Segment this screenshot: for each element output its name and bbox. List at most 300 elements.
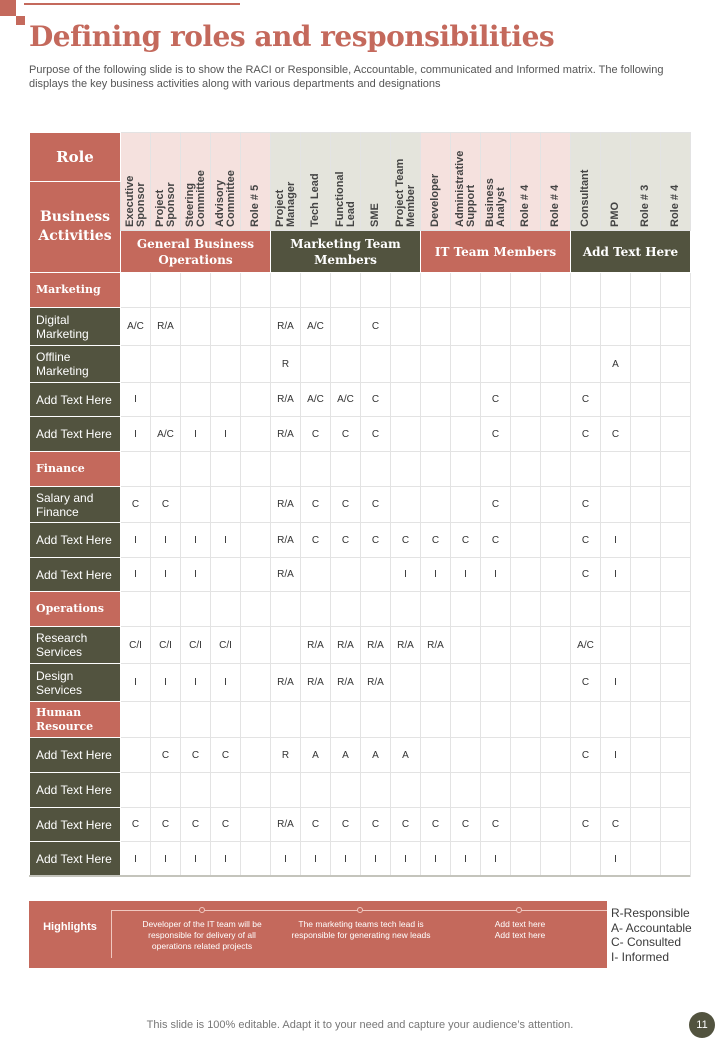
raci-cell xyxy=(241,808,271,842)
raci-cell: C xyxy=(571,664,601,702)
raci-cell xyxy=(511,383,541,417)
raci-cell xyxy=(151,702,181,738)
raci-cell: A/C xyxy=(331,383,361,417)
raci-cell: A/C xyxy=(121,308,151,346)
page-number: 11 xyxy=(689,1012,715,1038)
raci-cell xyxy=(451,308,481,346)
activity-row xyxy=(30,808,691,842)
raci-cell xyxy=(511,308,541,346)
role-column-header xyxy=(481,133,511,231)
raci-cell: R/A xyxy=(361,664,391,702)
raci-cell xyxy=(241,383,271,417)
raci-cell: C xyxy=(151,487,181,523)
raci-cell xyxy=(181,383,211,417)
raci-cell: I xyxy=(121,417,151,452)
raci-cell xyxy=(181,702,211,738)
activity-row xyxy=(30,558,691,592)
role-name: Consultant xyxy=(579,169,591,227)
raci-cell xyxy=(241,738,271,773)
raci-cell xyxy=(211,558,241,592)
raci-cell xyxy=(541,664,571,702)
raci-cell xyxy=(541,308,571,346)
raci-cell: I xyxy=(151,523,181,558)
raci-cell xyxy=(421,592,451,627)
raci-cell xyxy=(361,346,391,383)
raci-cell xyxy=(571,592,601,627)
raci-cell: A/C xyxy=(151,417,181,452)
department-group-header: IT Team Members xyxy=(421,231,571,273)
raci-cell: I xyxy=(181,842,211,877)
role-column-header xyxy=(331,133,361,231)
raci-cell: I xyxy=(151,842,181,877)
raci-cell xyxy=(661,383,691,417)
raci-cell xyxy=(211,273,241,308)
raci-cell xyxy=(361,452,391,487)
raci-cell xyxy=(631,346,661,383)
raci-cell xyxy=(511,487,541,523)
raci-cell xyxy=(541,738,571,773)
raci-cell: A/C xyxy=(301,308,331,346)
raci-cell: C xyxy=(481,523,511,558)
raci-cell: I xyxy=(331,842,361,877)
raci-cell xyxy=(121,592,151,627)
raci-cell xyxy=(301,592,331,627)
raci-cell xyxy=(571,702,601,738)
section-row xyxy=(30,702,691,738)
raci-cell: R/A xyxy=(301,627,331,664)
raci-cell xyxy=(181,308,211,346)
raci-cell xyxy=(421,308,451,346)
raci-cell xyxy=(301,702,331,738)
raci-cell: R/A xyxy=(271,308,301,346)
raci-cell: C xyxy=(601,417,631,452)
activity-label: Design Services xyxy=(30,664,121,702)
raci-cell: C/I xyxy=(121,627,151,664)
raci-cell xyxy=(541,702,571,738)
raci-cell: I xyxy=(301,842,331,877)
raci-cell xyxy=(211,308,241,346)
raci-cell xyxy=(421,487,451,523)
raci-cell xyxy=(301,452,331,487)
role-header-label: Role xyxy=(30,133,121,182)
role-column-header xyxy=(151,133,181,231)
raci-cell xyxy=(121,773,151,808)
raci-cell: I xyxy=(601,558,631,592)
raci-cell xyxy=(571,346,601,383)
raci-cell xyxy=(121,273,151,308)
raci-cell xyxy=(361,773,391,808)
role-header-row xyxy=(30,133,691,182)
raci-cell xyxy=(541,523,571,558)
section-label: Marketing xyxy=(30,273,121,308)
raci-cell: C xyxy=(391,523,421,558)
raci-cell xyxy=(181,487,211,523)
group-header-row xyxy=(30,231,691,273)
raci-cell xyxy=(271,452,301,487)
raci-cell: I xyxy=(181,417,211,452)
raci-cell: C xyxy=(121,808,151,842)
raci-cell: C xyxy=(451,523,481,558)
raci-cell xyxy=(631,383,661,417)
raci-cell xyxy=(151,452,181,487)
activity-label: Offline Marketing xyxy=(30,346,121,383)
raci-cell xyxy=(271,702,301,738)
raci-cell xyxy=(451,383,481,417)
raci-cell: C xyxy=(331,808,361,842)
raci-cell xyxy=(661,487,691,523)
raci-cell: C xyxy=(481,487,511,523)
raci-cell xyxy=(631,738,661,773)
raci-cell xyxy=(571,842,601,877)
activity-label: Add Text Here xyxy=(30,417,121,452)
raci-cell xyxy=(511,558,541,592)
section-row xyxy=(30,592,691,627)
raci-cell xyxy=(661,738,691,773)
raci-cell: R/A xyxy=(361,627,391,664)
raci-cell: R/A xyxy=(271,417,301,452)
raci-cell xyxy=(631,487,661,523)
raci-cell xyxy=(481,273,511,308)
raci-cell xyxy=(631,308,661,346)
raci-cell: R/A xyxy=(271,558,301,592)
raci-cell: C xyxy=(571,487,601,523)
raci-cell xyxy=(511,452,541,487)
raci-cell xyxy=(541,452,571,487)
raci-cell: C xyxy=(301,808,331,842)
legend-item: R-Responsible xyxy=(611,906,690,920)
raci-cell xyxy=(421,452,451,487)
raci-cell: I xyxy=(181,558,211,592)
raci-cell xyxy=(181,592,211,627)
activity-row xyxy=(30,308,691,346)
raci-cell xyxy=(241,627,271,664)
raci-cell: I xyxy=(151,664,181,702)
raci-cell: A xyxy=(361,738,391,773)
raci-cell: I xyxy=(481,558,511,592)
footer-note: This slide is 100% editable. Adapt it to your need and capture your audience’s attention. xyxy=(146,1019,574,1031)
activity-label: Add Text Here xyxy=(30,808,121,842)
raci-cell xyxy=(451,346,481,383)
raci-cell xyxy=(391,664,421,702)
raci-cell: A xyxy=(301,738,331,773)
raci-cell: C xyxy=(571,558,601,592)
raci-cell: C xyxy=(361,523,391,558)
raci-cell xyxy=(601,452,631,487)
role-column-header xyxy=(541,133,571,231)
corner-square-large xyxy=(0,0,16,16)
raci-cell: R/A xyxy=(391,627,421,664)
raci-cell: R/A xyxy=(151,308,181,346)
raci-cell: I xyxy=(181,664,211,702)
raci-cell xyxy=(301,273,331,308)
raci-cell xyxy=(511,592,541,627)
raci-cell xyxy=(511,417,541,452)
raci-cell xyxy=(511,808,541,842)
activity-row xyxy=(30,664,691,702)
raci-cell xyxy=(211,702,241,738)
raci-cell xyxy=(541,773,571,808)
raci-cell xyxy=(361,702,391,738)
raci-cell xyxy=(241,452,271,487)
role-name: Role # 4 xyxy=(669,184,681,227)
raci-cell xyxy=(661,452,691,487)
raci-cell xyxy=(511,523,541,558)
raci-cell xyxy=(181,773,211,808)
raci-cell xyxy=(151,346,181,383)
raci-cell xyxy=(211,383,241,417)
raci-cell: A xyxy=(331,738,361,773)
raci-cell xyxy=(451,664,481,702)
page-title: Defining roles and responsibilities xyxy=(29,20,555,53)
role-column-header xyxy=(181,133,211,231)
raci-cell: C xyxy=(181,808,211,842)
raci-cell: C xyxy=(481,417,511,452)
raci-cell: C/I xyxy=(181,627,211,664)
raci-cell xyxy=(511,627,541,664)
raci-cell xyxy=(301,346,331,383)
raci-cell xyxy=(631,664,661,702)
raci-cell xyxy=(661,523,691,558)
raci-cell xyxy=(451,417,481,452)
raci-cell xyxy=(601,773,631,808)
raci-cell xyxy=(631,773,661,808)
raci-cell: R/A xyxy=(301,664,331,702)
raci-cell xyxy=(331,308,361,346)
raci-cell xyxy=(631,558,661,592)
raci-cell xyxy=(661,808,691,842)
section-label: Finance xyxy=(30,452,121,487)
raci-cell xyxy=(241,592,271,627)
raci-cell xyxy=(601,273,631,308)
role-name: Project Manager xyxy=(273,181,297,227)
raci-cell xyxy=(331,452,361,487)
raci-cell xyxy=(121,452,151,487)
raci-cell xyxy=(451,627,481,664)
raci-cell: C xyxy=(481,383,511,417)
highlight-text-3: Add text here Add text here xyxy=(494,919,546,940)
raci-cell xyxy=(661,417,691,452)
raci-cell xyxy=(541,417,571,452)
role-name: Project Sponsor xyxy=(153,182,177,227)
business-activities-label: Business Activities xyxy=(30,182,121,273)
role-name: Project Team Member xyxy=(393,158,417,227)
raci-cell xyxy=(271,627,301,664)
activity-label: Add Text Here xyxy=(30,842,121,877)
raci-cell: I xyxy=(211,523,241,558)
raci-cell xyxy=(481,702,511,738)
activity-label: Add Text Here xyxy=(30,773,121,808)
raci-cell xyxy=(511,702,541,738)
role-name: Business Analyst xyxy=(483,178,507,227)
role-column-header xyxy=(241,133,271,231)
role-column-header xyxy=(391,133,421,231)
corner-square-small xyxy=(16,16,25,25)
raci-cell: C/I xyxy=(211,627,241,664)
raci-cell: C xyxy=(301,417,331,452)
raci-cell xyxy=(631,417,661,452)
raci-cell: A/C xyxy=(571,627,601,664)
raci-cell: R/A xyxy=(271,808,301,842)
raci-cell xyxy=(121,738,151,773)
department-group-header: Add Text Here xyxy=(571,231,691,273)
raci-cell: I xyxy=(121,383,151,417)
raci-cell xyxy=(661,558,691,592)
raci-cell: C xyxy=(451,808,481,842)
raci-cell: I xyxy=(391,842,421,877)
role-name: PMO xyxy=(609,201,621,227)
raci-cell: C xyxy=(361,383,391,417)
activity-row xyxy=(30,738,691,773)
activity-label: Research Services xyxy=(30,627,121,664)
raci-cell xyxy=(121,346,151,383)
raci-cell: C xyxy=(211,808,241,842)
department-group-header: General Business Operations xyxy=(121,231,271,273)
raci-cell: R xyxy=(271,738,301,773)
role-name: Executive Sponsor xyxy=(123,175,147,227)
raci-cell xyxy=(271,773,301,808)
raci-cell xyxy=(481,308,511,346)
raci-cell xyxy=(241,308,271,346)
raci-cell xyxy=(661,308,691,346)
raci-cell xyxy=(361,592,391,627)
raci-cell xyxy=(331,273,361,308)
role-name: Steering Committee xyxy=(183,170,207,227)
raci-cell: C xyxy=(301,523,331,558)
activity-label: Add Text Here xyxy=(30,523,121,558)
activity-row xyxy=(30,383,691,417)
raci-cell: R/A xyxy=(421,627,451,664)
role-name: SME xyxy=(369,203,381,227)
raci-cell: R/A xyxy=(331,627,361,664)
raci-cell xyxy=(151,592,181,627)
raci-cell xyxy=(631,273,661,308)
activity-row xyxy=(30,523,691,558)
raci-cell xyxy=(361,273,391,308)
raci-cell xyxy=(661,842,691,877)
raci-cell xyxy=(391,773,421,808)
raci-cell: A xyxy=(391,738,421,773)
raci-cell: C xyxy=(361,308,391,346)
section-row xyxy=(30,452,691,487)
activity-row xyxy=(30,627,691,664)
raci-cell xyxy=(421,773,451,808)
raci-cell xyxy=(511,842,541,877)
raci-cell: I xyxy=(211,417,241,452)
raci-cell xyxy=(241,664,271,702)
raci-cell xyxy=(571,773,601,808)
raci-cell xyxy=(331,592,361,627)
raci-cell xyxy=(481,346,511,383)
raci-cell xyxy=(631,702,661,738)
raci-cell xyxy=(421,664,451,702)
role-name: Advisory Committee xyxy=(213,170,237,227)
raci-cell xyxy=(391,383,421,417)
raci-cell: I xyxy=(121,842,151,877)
raci-cell xyxy=(241,558,271,592)
raci-cell: C xyxy=(361,808,391,842)
role-name: Role # 5 xyxy=(249,184,261,227)
raci-cell xyxy=(391,417,421,452)
raci-cell xyxy=(481,773,511,808)
raci-cell: C xyxy=(301,487,331,523)
raci-cell xyxy=(541,842,571,877)
raci-cell: I xyxy=(181,523,211,558)
raci-cell xyxy=(481,592,511,627)
department-group-header: Marketing Team Members xyxy=(271,231,421,273)
raci-cell xyxy=(391,308,421,346)
raci-cell xyxy=(241,273,271,308)
role-column-header xyxy=(601,133,631,231)
activity-label: Digital Marketing xyxy=(30,308,121,346)
raci-cell: C xyxy=(331,417,361,452)
raci-cell: C xyxy=(331,487,361,523)
raci-cell: A/C xyxy=(301,383,331,417)
raci-cell: R xyxy=(271,346,301,383)
raci-cell xyxy=(151,773,181,808)
raci-cell xyxy=(481,738,511,773)
raci-cell xyxy=(391,702,421,738)
role-name: Functional Lead xyxy=(333,171,357,227)
raci-cell xyxy=(421,417,451,452)
role-name: Role # 3 xyxy=(639,184,651,227)
raci-cell xyxy=(511,346,541,383)
raci-cell xyxy=(391,592,421,627)
raci-cell xyxy=(481,627,511,664)
raci-cell xyxy=(481,452,511,487)
raci-cell: C xyxy=(571,383,601,417)
raci-cell xyxy=(631,842,661,877)
highlights-label: Highlights xyxy=(43,921,97,933)
raci-cell xyxy=(451,592,481,627)
raci-cell: I xyxy=(481,842,511,877)
raci-cell: C xyxy=(421,808,451,842)
raci-cell xyxy=(541,627,571,664)
raci-cell xyxy=(541,346,571,383)
section-label: Operations xyxy=(30,592,121,627)
raci-cell: C xyxy=(361,487,391,523)
raci-cell xyxy=(661,592,691,627)
raci-cell: C xyxy=(181,738,211,773)
raci-cell: I xyxy=(601,523,631,558)
raci-cell: C xyxy=(331,523,361,558)
raci-cell xyxy=(451,702,481,738)
raci-cell xyxy=(271,273,301,308)
activity-label: Add Text Here xyxy=(30,558,121,592)
raci-cell: C xyxy=(391,808,421,842)
raci-cell xyxy=(301,558,331,592)
raci-cell: I xyxy=(121,558,151,592)
raci-cell xyxy=(451,773,481,808)
raci-cell: C xyxy=(151,738,181,773)
raci-cell xyxy=(181,452,211,487)
raci-cell: C xyxy=(211,738,241,773)
raci-cell: I xyxy=(121,664,151,702)
raci-cell: C xyxy=(571,417,601,452)
raci-cell xyxy=(631,592,661,627)
raci-cell: C xyxy=(571,523,601,558)
raci-cell xyxy=(271,592,301,627)
raci-cell xyxy=(241,417,271,452)
role-column-header xyxy=(451,133,481,231)
raci-cell xyxy=(151,273,181,308)
role-column-header xyxy=(571,133,601,231)
raci-cell xyxy=(241,842,271,877)
raci-cell xyxy=(241,346,271,383)
activity-row xyxy=(30,417,691,452)
role-name: Tech Lead xyxy=(309,173,321,227)
role-column-header xyxy=(421,133,451,231)
raci-cell: I xyxy=(211,842,241,877)
